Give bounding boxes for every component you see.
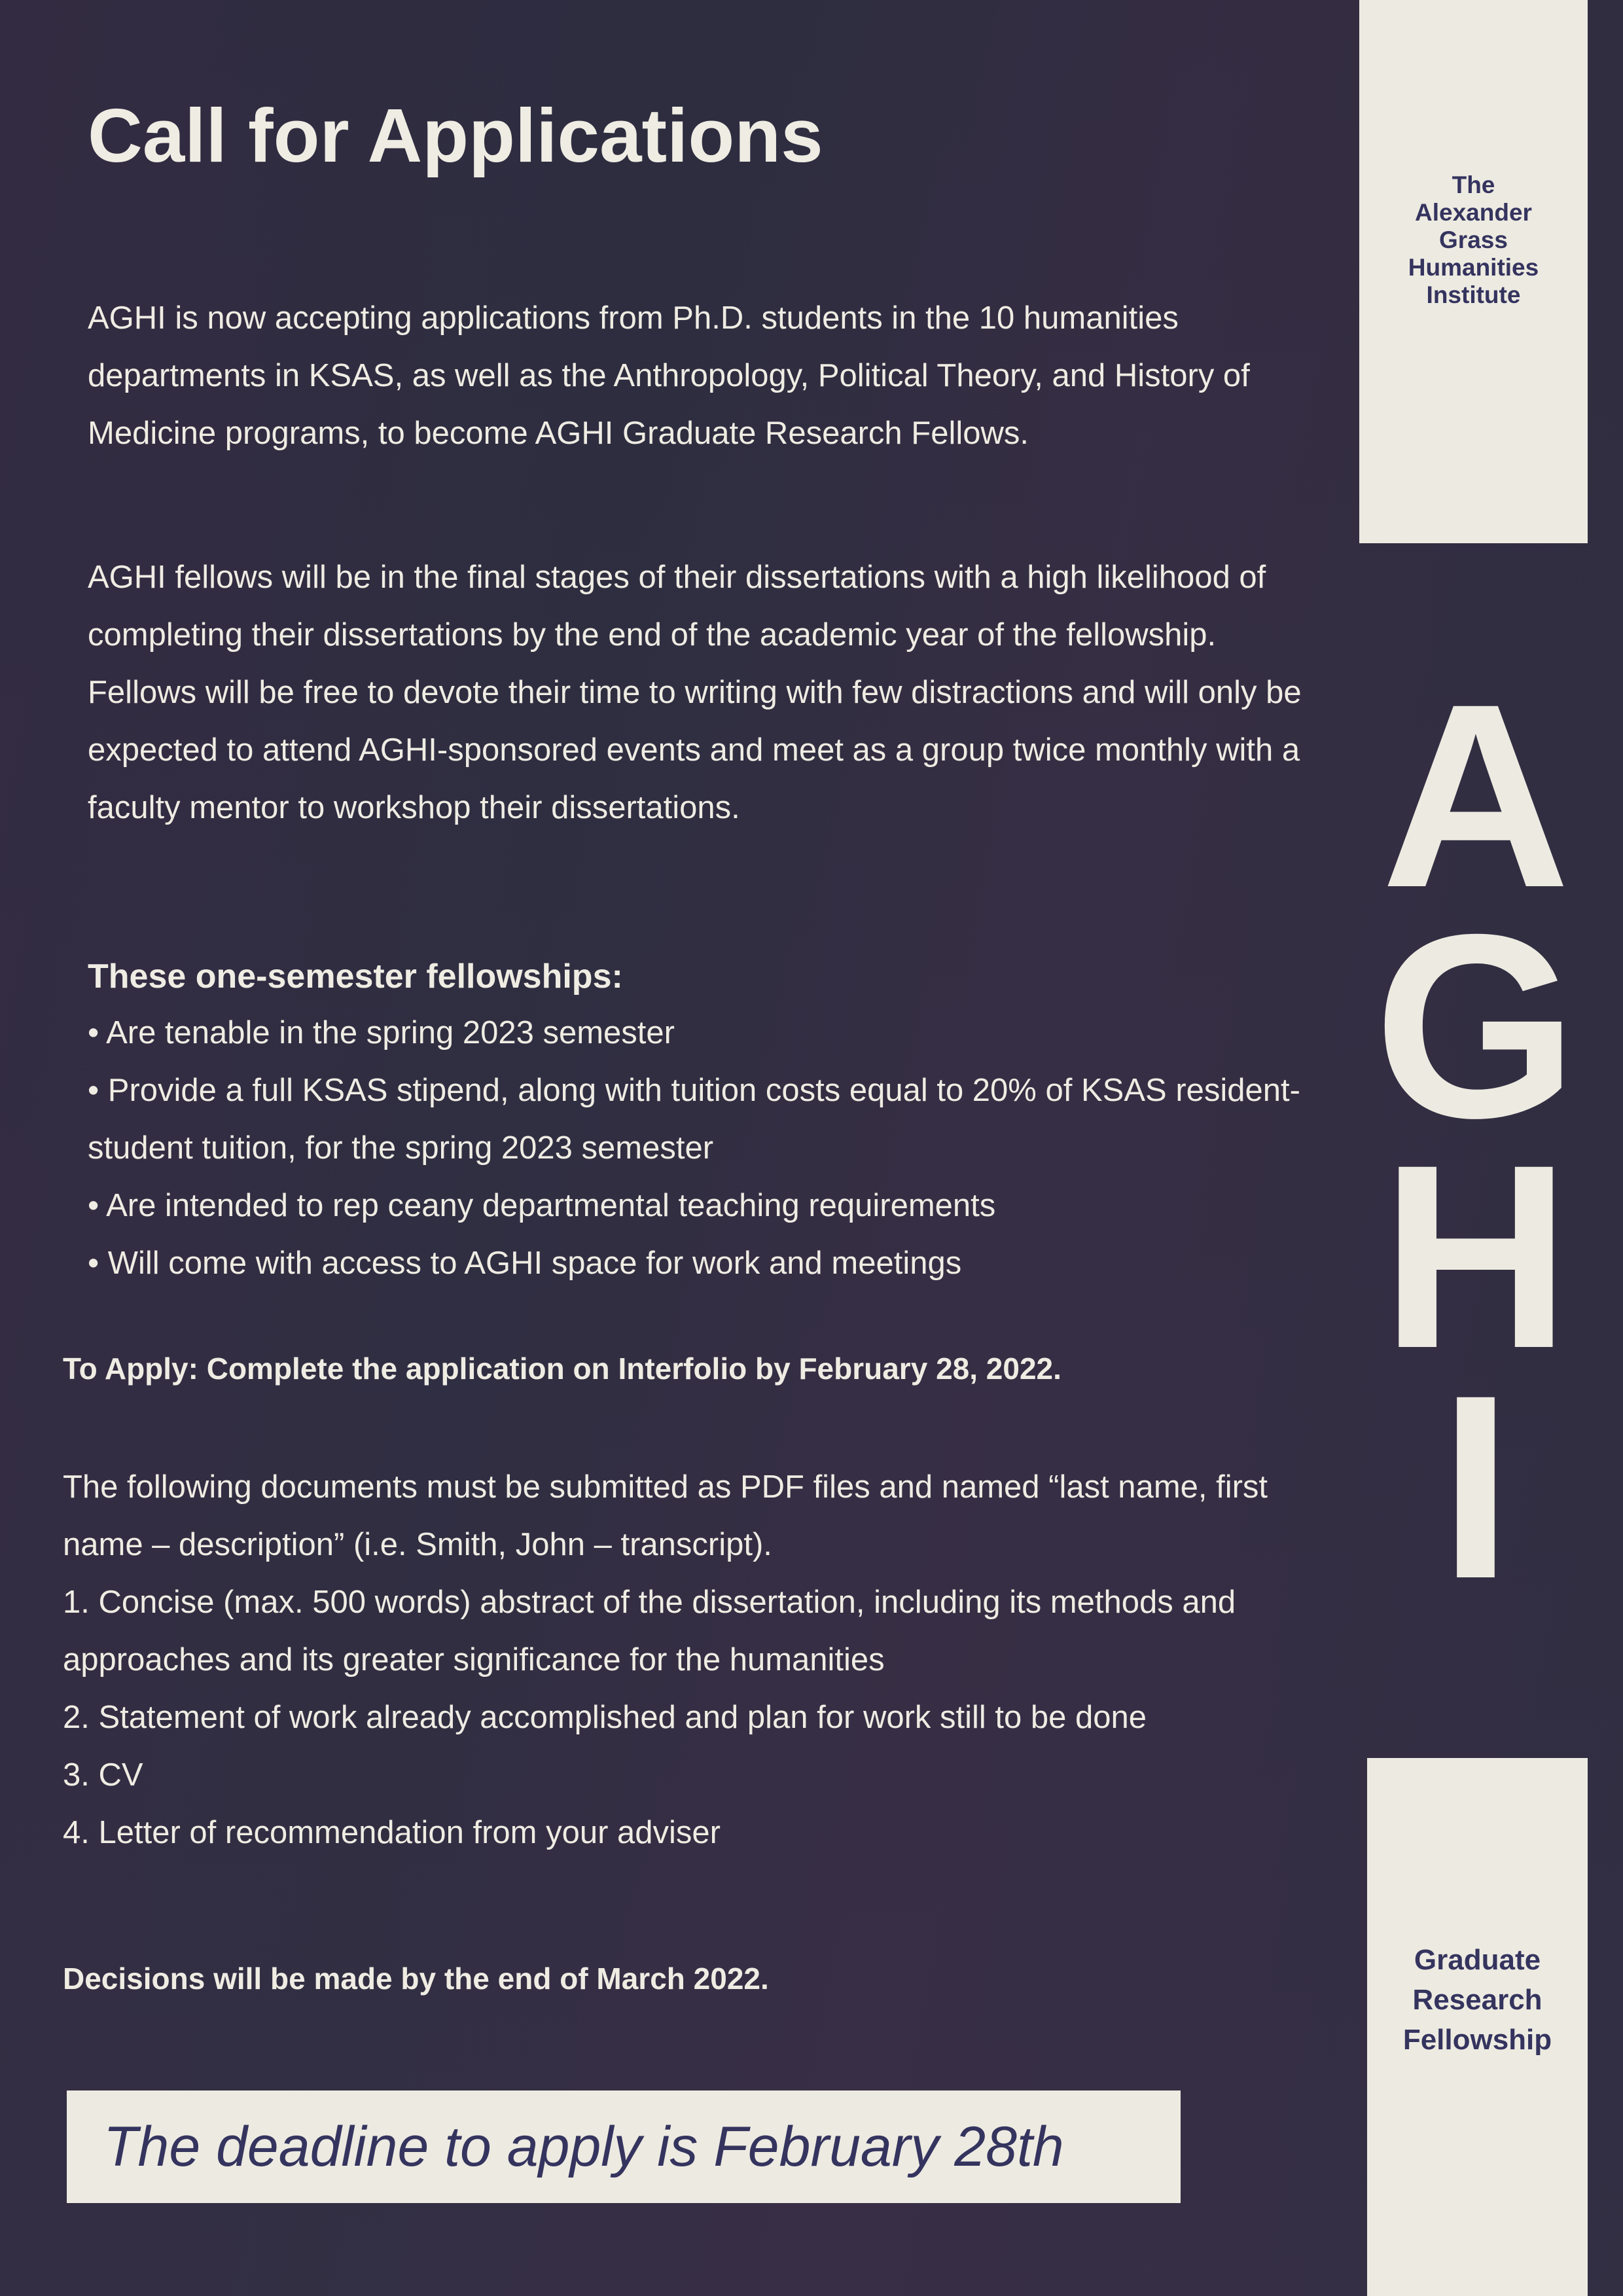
deadline-text: The deadline to apply is February 28th bbox=[103, 2115, 1064, 2178]
list-item: • Will come with access to AGHI space for work and meetings bbox=[88, 1246, 962, 1281]
aghi-vertical-logo bbox=[1348, 649, 1603, 1633]
apply-instructions: To Apply: Complete the application on Interfolio by February 28, 2022. bbox=[63, 1352, 1061, 1386]
list-item: 1. Concise (max. 500 words) abstract of the dissertation, including its methods and approaches and its greater significance for the humanities bbox=[63, 1585, 1236, 1677]
program-name-line: Research bbox=[1412, 1984, 1543, 2016]
list-item: • Are tenable in the spring 2023 semester bbox=[88, 1015, 675, 1050]
program-name-line: Graduate bbox=[1414, 1944, 1541, 1976]
program-name-line: Fellowship bbox=[1402, 2024, 1552, 2056]
logo-letter: G bbox=[1374, 880, 1578, 1172]
program-name bbox=[1367, 1940, 1588, 2060]
fellowship-list bbox=[88, 949, 1318, 1292]
institute-name-line: The bbox=[1452, 171, 1495, 198]
institute-name bbox=[1359, 171, 1588, 309]
list-item: 2. Statement of work already accomplished and plan for work still to be done bbox=[63, 1700, 1147, 1735]
institute-name-line: Grass bbox=[1439, 226, 1508, 253]
institute-name-line: Alexander bbox=[1415, 199, 1532, 226]
deadline-banner bbox=[67, 2090, 1181, 2203]
list-item: • Provide a full KSAS stipend, along with tuition costs equal to 20% of KSAS resident-student tuition, for the spring 2023 semester bbox=[88, 1073, 1300, 1166]
page-title: Call for Applications bbox=[88, 93, 823, 178]
logo-letter: I bbox=[1439, 1340, 1512, 1633]
decisions-note: Decisions will be made by the end of March 2022. bbox=[63, 1962, 769, 1996]
institute-name-line: Humanities bbox=[1408, 254, 1539, 281]
institute-name-line: Institute bbox=[1426, 281, 1521, 308]
fellowship-list-heading: These one-semester fellowships: bbox=[88, 958, 623, 996]
program-panel bbox=[1367, 1758, 1588, 2296]
required-documents bbox=[63, 1458, 1306, 1861]
logo-letter: A bbox=[1381, 649, 1571, 942]
intro-paragraph: AGHI is now accepting applications from Ph.D. students in the 10 humanities departments in KSAS, as well as the Anthropology, Political Theory, and History of Medicine programs, to become AGHI Graduate Research Fellows. bbox=[88, 300, 1250, 451]
list-item: • Are intended to rep ceany departmental teaching requirements bbox=[88, 1188, 996, 1223]
institute-panel bbox=[1359, 0, 1588, 543]
logo-letter: H bbox=[1381, 1110, 1571, 1403]
list-item: 3. CV bbox=[63, 1757, 143, 1793]
expectations-paragraph: AGHI fellows will be in the final stages of their dissertations with a high likelihood of completing their dissertations by the end of the academic year of the fellowship. Fellows will be free to devote their time to writing with few distractions and will only be expected to attend AGHI-sponsored events and meet as a group twice monthly with a faculty mentor to workshop their dissertations. bbox=[88, 560, 1302, 825]
documents-intro: The following documents must be submitted as PDF files and named “last name, first name – description” (i.e. Smith, John – transcript). bbox=[63, 1469, 1268, 1562]
list-item: 4. Letter of recommendation from your adviser bbox=[63, 1815, 721, 1850]
